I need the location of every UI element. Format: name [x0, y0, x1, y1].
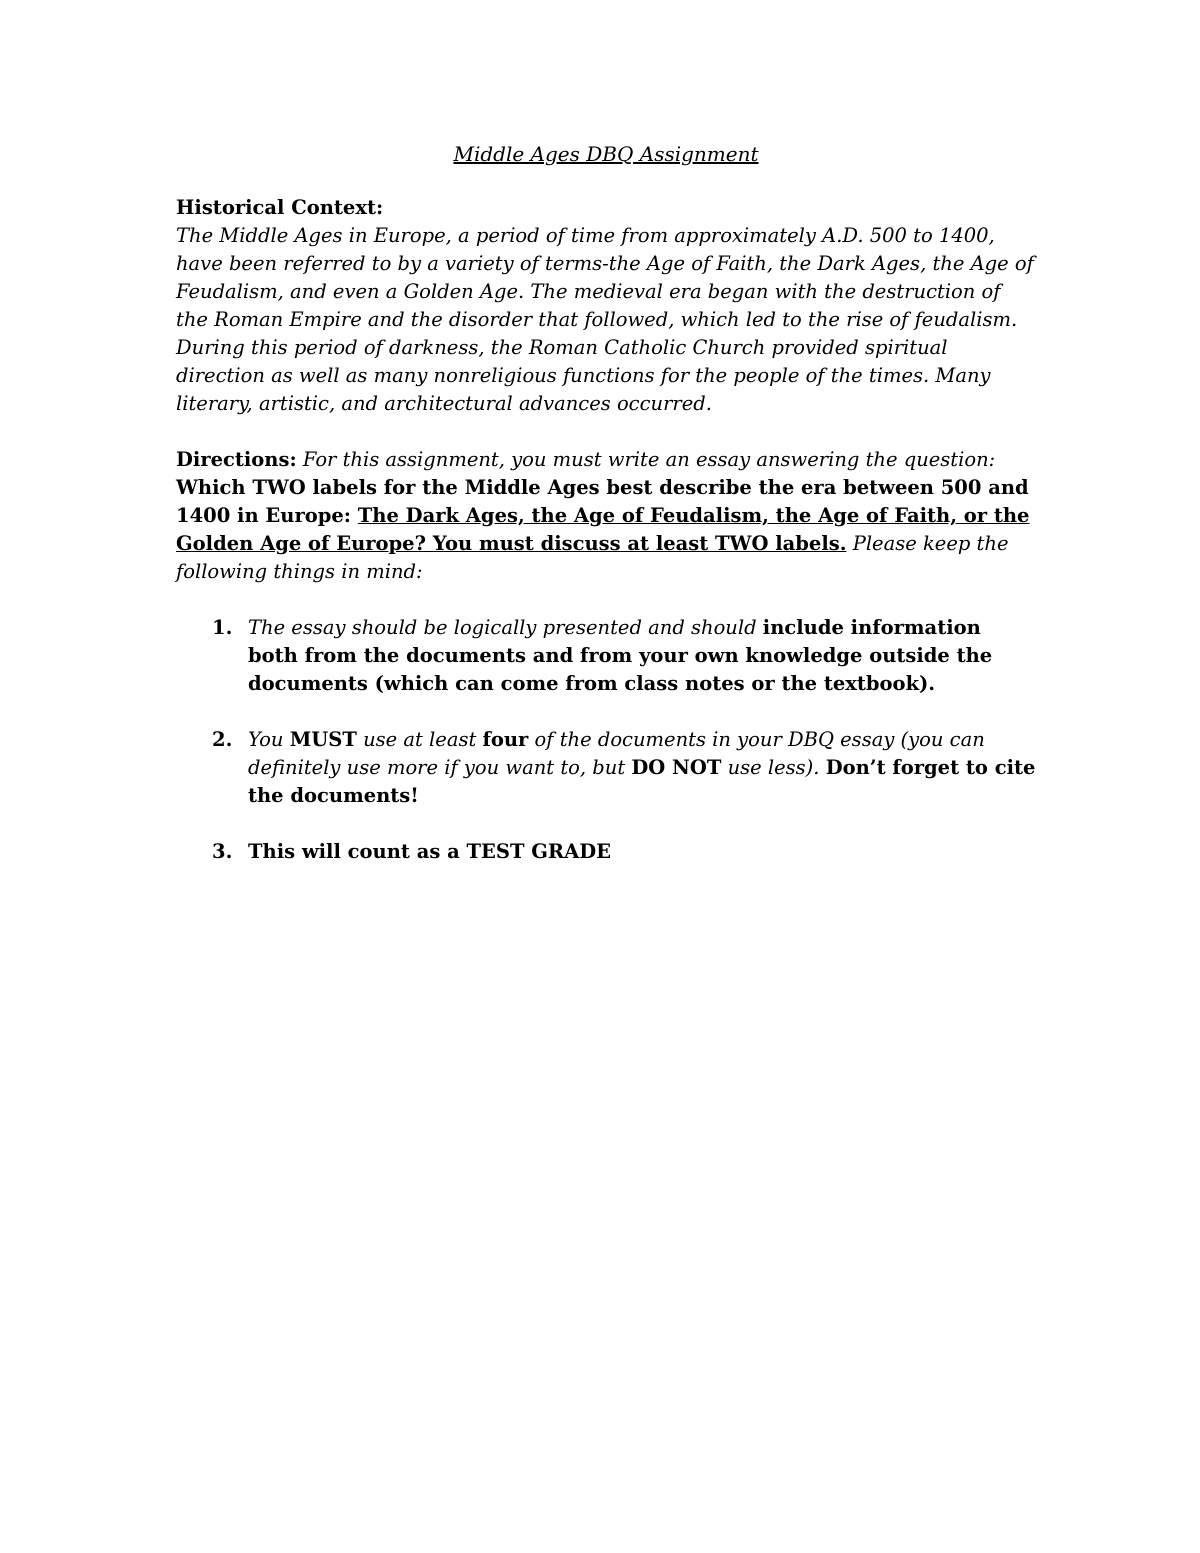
item-1-bold: include information both from the documents and from your own knowledge outside the documents (which can come from class notes or the textbook). [248, 616, 993, 695]
item-2-part-6: DO NOT [631, 756, 722, 779]
item-2-part-8: Don’t forget to cite the documents! [248, 756, 1036, 807]
document-title: Middle Ages DBQ Assignment [453, 142, 759, 166]
directions-outro: Please keep the following things in mind: [176, 532, 1009, 583]
item-3-text: This will count as a TEST GRADE [248, 840, 612, 863]
item-1-italic: The essay should be logically presented and should [248, 616, 763, 639]
requirements-list [176, 614, 1036, 866]
list-item [176, 726, 1036, 810]
essay-labels: The Dark Ages, the Age of Feudalism, the Age of Faith, or the Golden Age of Europe? You must discuss at least TWO labels. [176, 504, 1030, 555]
item-2-part-5: of the documents in your DBQ essay (you can definitely use more if you want to, but [248, 728, 985, 779]
directions-paragraph [176, 446, 1036, 586]
item-2-part-4: four [482, 728, 529, 751]
document-body [176, 140, 1036, 894]
item-2-part-2: MUST [289, 728, 357, 751]
list-item-number: 1. [212, 616, 233, 639]
item-2-part-7: use less). [721, 756, 826, 779]
list-item-number: 3. [212, 840, 233, 863]
item-2-part-1: You [248, 728, 290, 751]
list-item [176, 614, 1036, 698]
item-2-part-3: use at least [356, 728, 483, 751]
essay-question: Which TWO labels for the Middle Ages best describe the era between 500 and 1400 in Europe: [176, 476, 1029, 527]
directions-intro: For this assignment, you must write an essay answering the question: [296, 448, 996, 471]
historical-context-heading: Historical Context: [176, 196, 384, 219]
directions-label: Directions: [176, 448, 297, 471]
historical-context-text: The Middle Ages in Europe, a period of time from approximately A.D. 500 to 1400, have been referred to by a variety of terms-the Age of Faith, the Dark Ages, the Age of Feudalism, and even a Golden Age. The medieval era began with the destruction of the Roman Empire and the disorder that followed, which led to the rise of feudalism. During this period of darkness, the Roman Catholic Church provided spiritual direction as well as many nonreligious functions for the people of the times. Many literary, artistic, and architectural advances occurred. [176, 224, 1034, 415]
list-item [176, 838, 1036, 866]
list-item-number: 2. [212, 728, 233, 751]
